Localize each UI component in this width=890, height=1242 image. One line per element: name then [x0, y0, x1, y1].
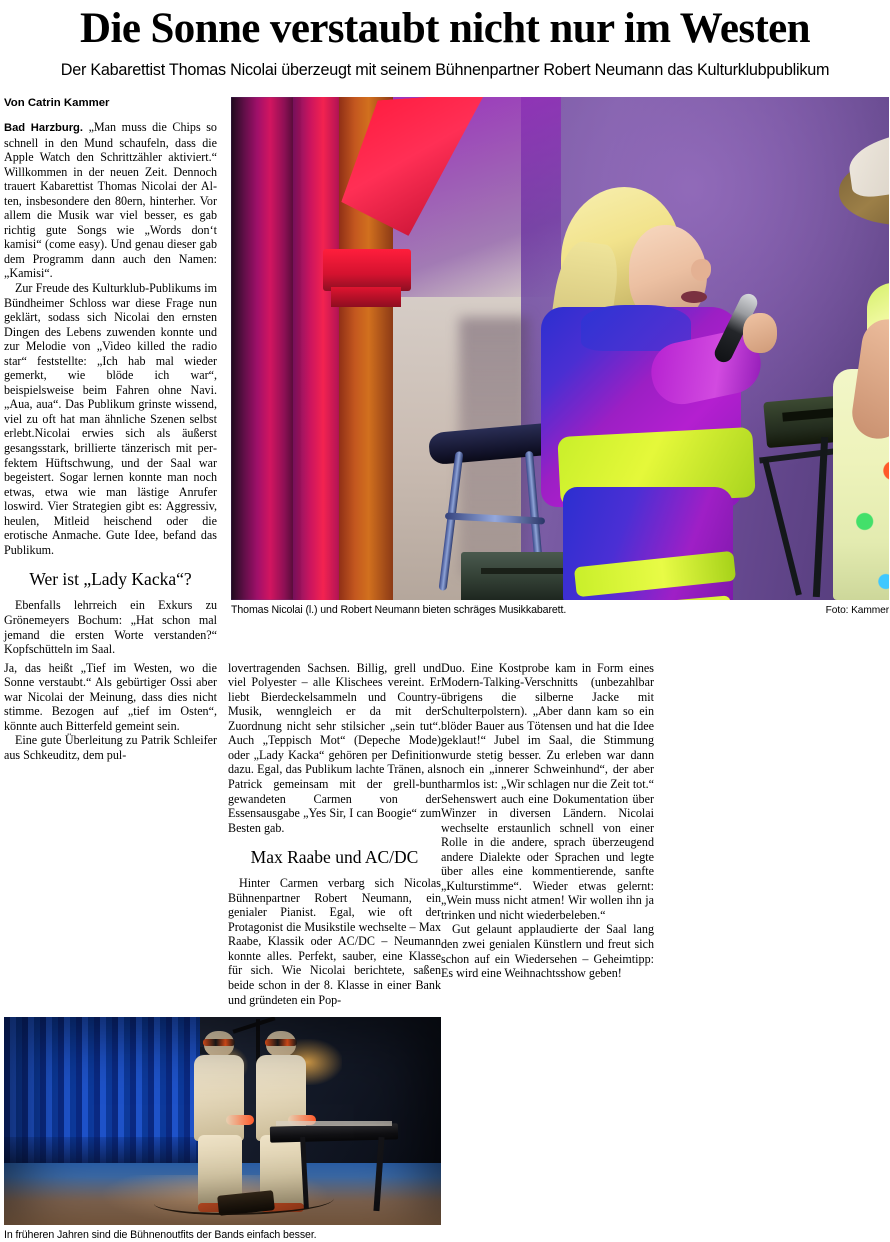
bottom-row [4, 661, 886, 1242]
page-title: Die Sonne verstaubt nicht nur im Westen [80, 5, 810, 52]
secondary-photo-caption: In früheren Jahren sind die Bühnenoutfits der Bands einfach besser. [4, 1229, 317, 1242]
hero-photo-block [231, 97, 889, 617]
paragraph: Gut gelaunt applaudierte der Saal lang den zwei genialen Künstlern und freut sich schon auf ein Wiedersehen – Geheimtipp: Es wird eine Weihnachtsshow geben! [441, 922, 654, 981]
stand-pole [762, 458, 802, 595]
top-row [4, 97, 889, 657]
paragraph: Hinter Carmen verbarg sich Nicolas Bühnenpartner Robert Neumann, ein genialer Pianist. Egal, wie oft der Protagonist die Musikstile wechselte – Max Raabe, Klassik oder AC/DC – Neumann konnte alles. Perfekt, sauber, eine Klasse für sich. Wie Nicolai berichtete, saßen beide schon in der 8. Klasse in einer Bank und gründeten ein Pop- [228, 876, 441, 1007]
hero-photo-caption [231, 604, 889, 617]
paragraph: Ja, das heißt „Tief im Westen, wo die Sonne verstaubt.“ Als gebürtiger Ossi aber war Nicolai der Meinung, dass dies nicht stimme. Bezogen auf „tief im Osten“, könnte auch Bitterfeld gemeint sein. [4, 660, 217, 733]
performer-hand [743, 313, 777, 353]
photo-credit: Foto: Kammer [825, 605, 889, 616]
crosshead-lady-kacka: Wer ist „Lady Kacka“? [29, 569, 192, 590]
paragraph: Eine gute Überleitung zu Patrik Schleifer aus Schkeuditz, dem pul- [4, 733, 217, 762]
pillar-capital [323, 249, 411, 291]
performer-robert-neumann [823, 133, 889, 600]
column-4 [441, 661, 654, 1242]
paragraph: Ebenfalls lehrreich ein Exkurs zu Grönemeyers Bochum: „Hat schon mal jemand die ersten Worte verstanden?“ Kopfschütteln im Saal. [4, 598, 217, 657]
performer-mouth [681, 291, 707, 303]
lead-paragraph [4, 120, 217, 281]
column-3 [228, 661, 441, 1007]
lead-paragraph-text: „Man muss die Chips so schnell in den Mund schaufeln, dass die Apple Watch den Schrittzähler aktiviert.“ Willkommen in der neuen Zeit. Dennoch trauert Kabarettist Thomas Nicolai der Alten, insbesondere den 80ern, hinterher. Vor allem die Musik war viel besser, es gab richtig gute Songs wie „Words don‘t kamisi“ (come easy). Und genau dieser gab dem Programm dann auch den Namen: „Kamisi“. [4, 120, 217, 281]
performer-thomas-nicolai [531, 187, 771, 600]
article-subheadline: Der Kabarettist Thomas Nicolai überzeugt mit seinem Bühnenpartner Robert Neumann das Kulturklubpublikum [60, 61, 830, 79]
photo-vignette [4, 1017, 441, 1225]
byline: Von Catrin Kammer [4, 97, 110, 109]
newspaper-article-page [0, 5, 890, 1242]
paragraph: Zur Freude des Kulturklub-Publikums im Bündheimer Schloss war diese Frage nun geklärt, sodass sich Nicolai den ernsten Dingen des Lebens zuwenden konnte und zur Melodie von „Video killed the radio star“ feststellte: „Ich hab mal wieder gemerkt, wie blöde ich war“, beispielsweise beim Fahren ohne Navi. „Aua, aua“. Das Publikum grinste wissend, viel zu oft hat man ähnliche Szenen selbst erlebt.Nicolai erwies sich als äußerst gesangsstark, brillierte tänzerisch mit perfektem Hüftschwung, und der Saal war begeistert. Sogar lernen konnte man noch etwas, etwa wie man lästige Anrufer loswird. Vier Strategien gibt es: Aggressiv, heulen, Mitleid heischend oder die erotische Anmache. Gute Idee, befand das Publikum. [4, 281, 217, 557]
caption-text: Thomas Nicolai (l.) und Robert Neumann bieten schräges Musikkabarett. [231, 604, 567, 616]
performer-nose [691, 259, 711, 281]
paragraph: Duo. Eine Kostprobe kam in Form eines Modern-Talking-Verschnitts (unbezahlbar übrigens die silberne Jacke mit Schulterpolstern). „Aber dann kam so ein blöder Bauer aus Tötensen und hat die Idee geklaut!“ Jubel im Saal, die Stimmung wurde stetig besser. Zu erleben war dann noch ein „innerer Schweinhund“, der aber harmlos ist: „Wir schlagen nur die Zeit tot.“ Sehenswert auch eine Dokumentation über Winzer in diversen Ländern. Nicolai wechselte erstaunlich schnell von einer Rolle in die andere, sprach überzeugend andere Dialekte oder Sprachen und legte über alles eine kommentierende, sanfte „Kulturstimme“. Wieder etwas gelernt: „Wein muss nicht atmen! Wir wollen ihn ja trinken und nicht wiederbeleben.“ [441, 660, 654, 922]
article-body [4, 97, 889, 1242]
paragraph: lovertragenden Sachsen. Billig, grell und viel Polyester – alle Klischees vereint. Er liebt Bierdeckelsammeln und Country-Musik, wenngleich er da mit der Zuordnung nicht sehr stilsicher „sein tut“. Auch „Teppisch Mot“ (Depeche Mode) oder „Lady Kacka“ gehören per Definition dazu. Egal, das Publikum lachte Tränen, als Patrick gemeinsam mit der grell-bunt gewandeten Carmen von der Essensausgabe „Yes Sir, I can Boogie“ zum Besten gab. [228, 660, 441, 835]
pillar-capital-lower [331, 287, 401, 307]
columns-2-3-block [4, 661, 441, 1242]
column-1 [4, 97, 217, 657]
stool-leg [438, 451, 463, 591]
dateline: Bad Harzburg. [4, 122, 83, 134]
stage-curtain-left [231, 97, 301, 600]
column-2 [4, 661, 217, 1007]
headscarf [846, 125, 889, 200]
columns-2-3-text [4, 661, 441, 1007]
crosshead-max-raabe: Max Raabe und AC/DC [250, 847, 419, 868]
secondary-photo [4, 1017, 441, 1225]
hero-photo [231, 97, 889, 600]
